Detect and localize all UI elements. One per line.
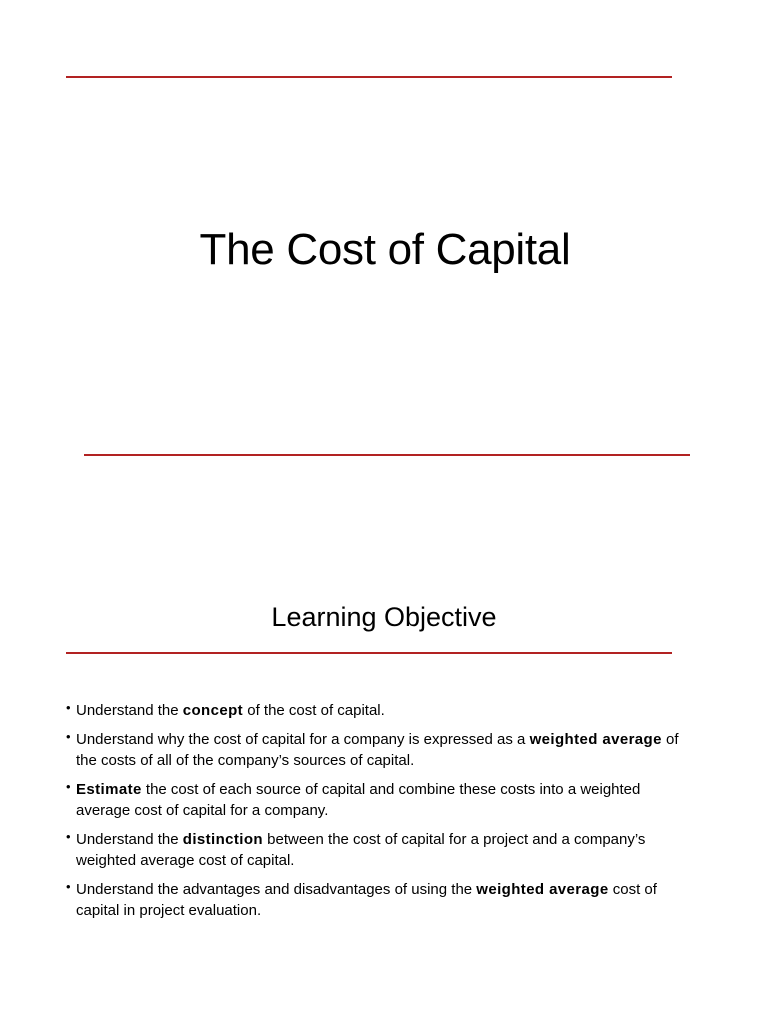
objective-emphasis: weighted average: [529, 731, 662, 748]
objective-segment: Understand why the cost of capital for a company is expressed as a: [76, 731, 530, 748]
objective-text: [76, 700, 686, 721]
objective-segment: cost of capital in project evaluation.: [76, 881, 657, 919]
objective-emphasis: concept: [182, 702, 244, 719]
objective-text: [76, 779, 686, 821]
heading-divider: [66, 652, 672, 654]
objective-emphasis: weighted average: [476, 881, 609, 898]
slide-title: [0, 224, 768, 276]
objective-segment: between the cost of capital for a project and a company’s weighted average cost of capital.: [76, 831, 646, 869]
objective-emphasis: Estimate: [76, 781, 142, 798]
objective-text: [76, 829, 686, 871]
objectives-list: [66, 700, 686, 929]
objective-item: [66, 779, 686, 821]
objective-segment: Understand the: [76, 831, 183, 848]
bullet-icon: •: [66, 729, 71, 744]
slide-title-text: The Cost of Capital: [199, 225, 571, 274]
objective-segment: the cost of each source of capital and combine these costs into a weighted average cost of capital for a company.: [76, 781, 641, 819]
bottom-divider: [84, 454, 690, 456]
objective-emphasis: distinction: [182, 831, 263, 848]
objective-item: [66, 729, 686, 771]
objective-segment: of the cost of capital.: [243, 702, 385, 719]
objective-item: [66, 879, 686, 921]
bullet-icon: •: [66, 700, 71, 715]
objective-item: [66, 700, 686, 721]
objective-text: [76, 729, 686, 771]
top-divider: [66, 76, 672, 78]
bullet-icon: •: [66, 829, 71, 844]
objective-segment: of the costs of all of the company’s sources of capital.: [76, 731, 679, 769]
objective-segment: Understand the advantages and disadvantages of using the: [76, 881, 477, 898]
learning-objective-heading: Learning Objective: [271, 602, 497, 632]
objective-item: [66, 829, 686, 871]
objective-text: [76, 879, 686, 921]
bullet-icon: •: [66, 879, 71, 894]
objective-segment: Understand the: [76, 702, 183, 719]
bullet-icon: •: [66, 779, 71, 794]
